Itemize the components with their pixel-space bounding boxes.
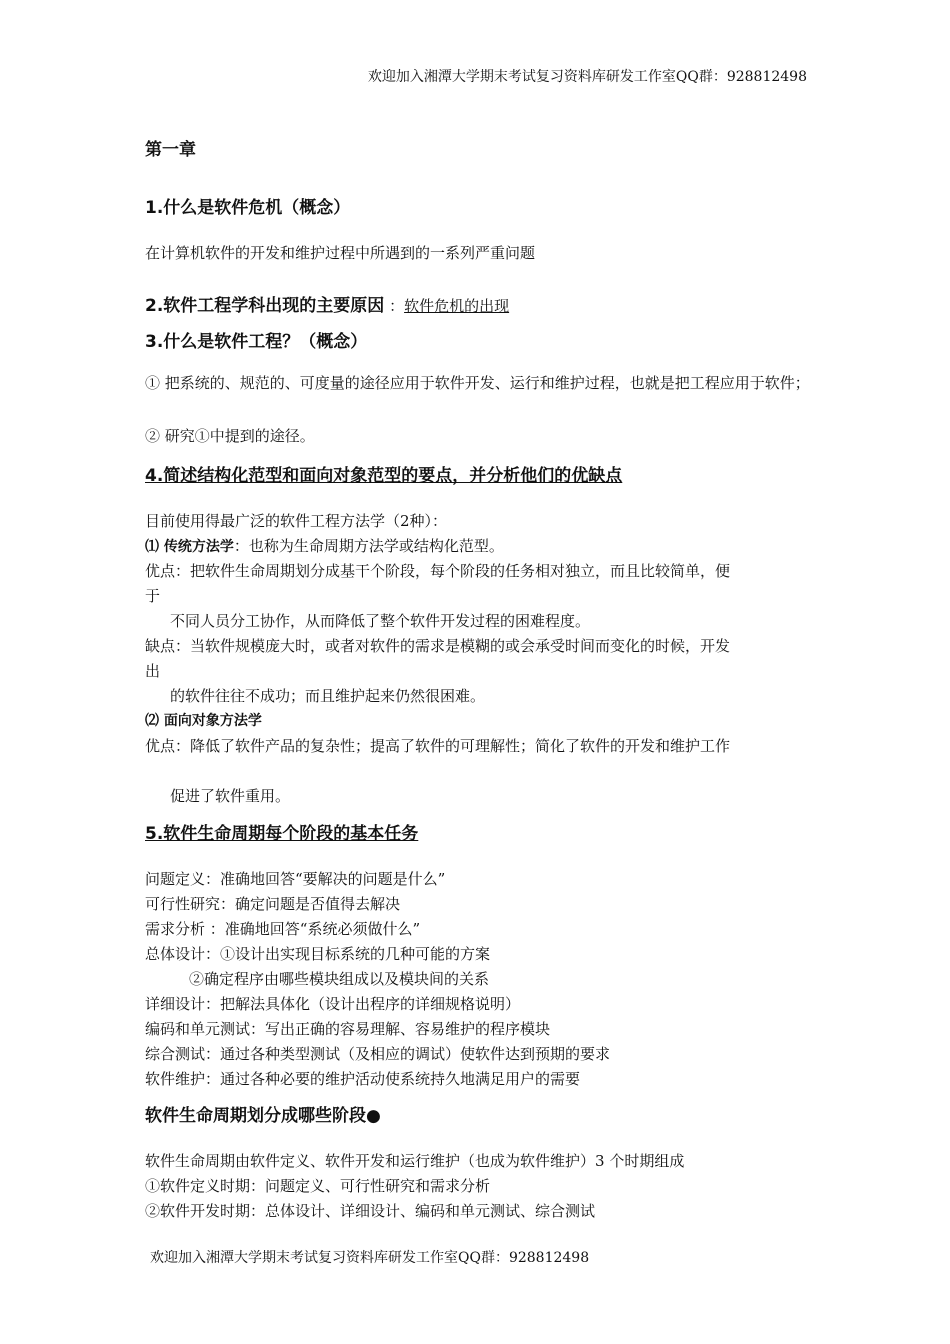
section-6-line-2: ①软件定义时期：问题定义、可行性研究和需求分析: [145, 1177, 491, 1195]
lifecycle-item: 编码和单元测试：写出正确的容易理解、容易维护的程序模块: [145, 1020, 551, 1038]
lifecycle-item: 可行性研究：确定问题是否值得去解决: [145, 895, 401, 913]
method-1-disadvantage-c: 的软件往往不成功；而且维护起来仍然很困难。: [170, 687, 486, 705]
lifecycle-item: 需求分析 ：准确地回答“系统必须做什么”: [145, 920, 421, 938]
section-6-line-3: ②软件开发时期：总体设计、详细设计、编码和单元测试、综合测试: [145, 1202, 596, 1220]
method-1-disadvantage-b: 出: [145, 662, 161, 680]
method-2-label: ⑵ 面向对象方法学: [145, 713, 262, 729]
method-2-line: [145, 710, 262, 730]
lifecycle-item: 详细设计：把解法具体化（设计出程序的详细规格说明）: [145, 995, 521, 1013]
page-footer: 欢迎加入湘潭大学期末考试复习资料库研发工作室QQ群：928812498: [150, 1250, 590, 1266]
section-4-intro: 目前使用得最广泛的软件工程方法学（2种）：: [145, 512, 448, 530]
page-header: 欢迎加入湘潭大学期末考试复习资料库研发工作室QQ群：928812498: [367, 69, 807, 85]
section-5-heading: 5.软件生命周期每个阶段的基本任务: [145, 824, 419, 844]
lifecycle-item: 问题定义：准确地回答“要解决的问题是什么”: [145, 870, 446, 888]
section-6-line-1: 软件生命周期由软件定义、软件开发和运行维护（也成为软件维护）3 个时期组成: [145, 1152, 685, 1170]
method-2-advantage-a: 优点：降低了软件产品的复杂性；提高了软件的可理解性；简化了软件的开发和维护工作: [145, 737, 731, 755]
section-2-answer: 软件危机的出现: [404, 297, 510, 315]
lifecycle-item: 总体设计：①设计出实现目标系统的几种可能的方案: [145, 945, 491, 963]
section-1-heading: 1.什么是软件危机（概念）: [145, 198, 351, 218]
lifecycle-item: ②确定程序由哪些模块组成以及模块间的关系: [189, 970, 490, 988]
section-6-heading: 软件生命周期划分成哪些阶段●: [145, 1106, 381, 1126]
lifecycle-item: 综合测试：通过各种类型测试（及相应的调试）使软件达到预期的要求: [145, 1045, 611, 1063]
method-1-advantage-c: 不同人员分工协作，从而降低了整个软件开发过程的困难程度。: [170, 612, 591, 630]
section-3-line-1: ① 把系统的、规范的、可度量的途径应用于软件开发、运行和维护过程，也就是把工程应用于软件；: [145, 374, 810, 392]
section-3-heading: 3.什么是软件工程？（概念）: [145, 332, 368, 352]
method-1-advantage-b: 于: [145, 587, 161, 605]
method-1-label: ⑴ 传统方法学: [145, 539, 234, 555]
section-1-body: 在计算机软件的开发和维护过程中所遇到的一系列严重问题: [145, 244, 536, 262]
method-1-advantage-a: 优点：把软件生命周期划分成基干个阶段，每个阶段的任务相对独立，而且比较简单，便: [145, 562, 731, 580]
section-3-line-2: ② 研究①中提到的途径。: [145, 427, 315, 445]
method-1-line: [145, 535, 504, 556]
lifecycle-item: 软件维护：通过各种必要的维护活动使系统持久地满足用户的需要: [145, 1070, 581, 1088]
method-1-disadvantage-a: 缺点：当软件规模庞大时，或者对软件的需求是模糊的或会承受时间而变化的时候，开发: [145, 637, 731, 655]
section-2-separator: ：: [384, 297, 405, 315]
section-2-title: 2.软件工程学科出现的主要原因: [145, 296, 385, 316]
method-1-text: ：也称为生命周期方法学或结构化范型。: [233, 537, 504, 555]
section-4-heading: 4.简述结构化范型和面向对象范型的要点，并分析他们的优缺点: [145, 466, 623, 486]
section-2-heading: [145, 291, 509, 316]
chapter-title: 第一章: [145, 140, 196, 160]
method-2-advantage-b: 促进了软件重用。: [170, 787, 291, 805]
